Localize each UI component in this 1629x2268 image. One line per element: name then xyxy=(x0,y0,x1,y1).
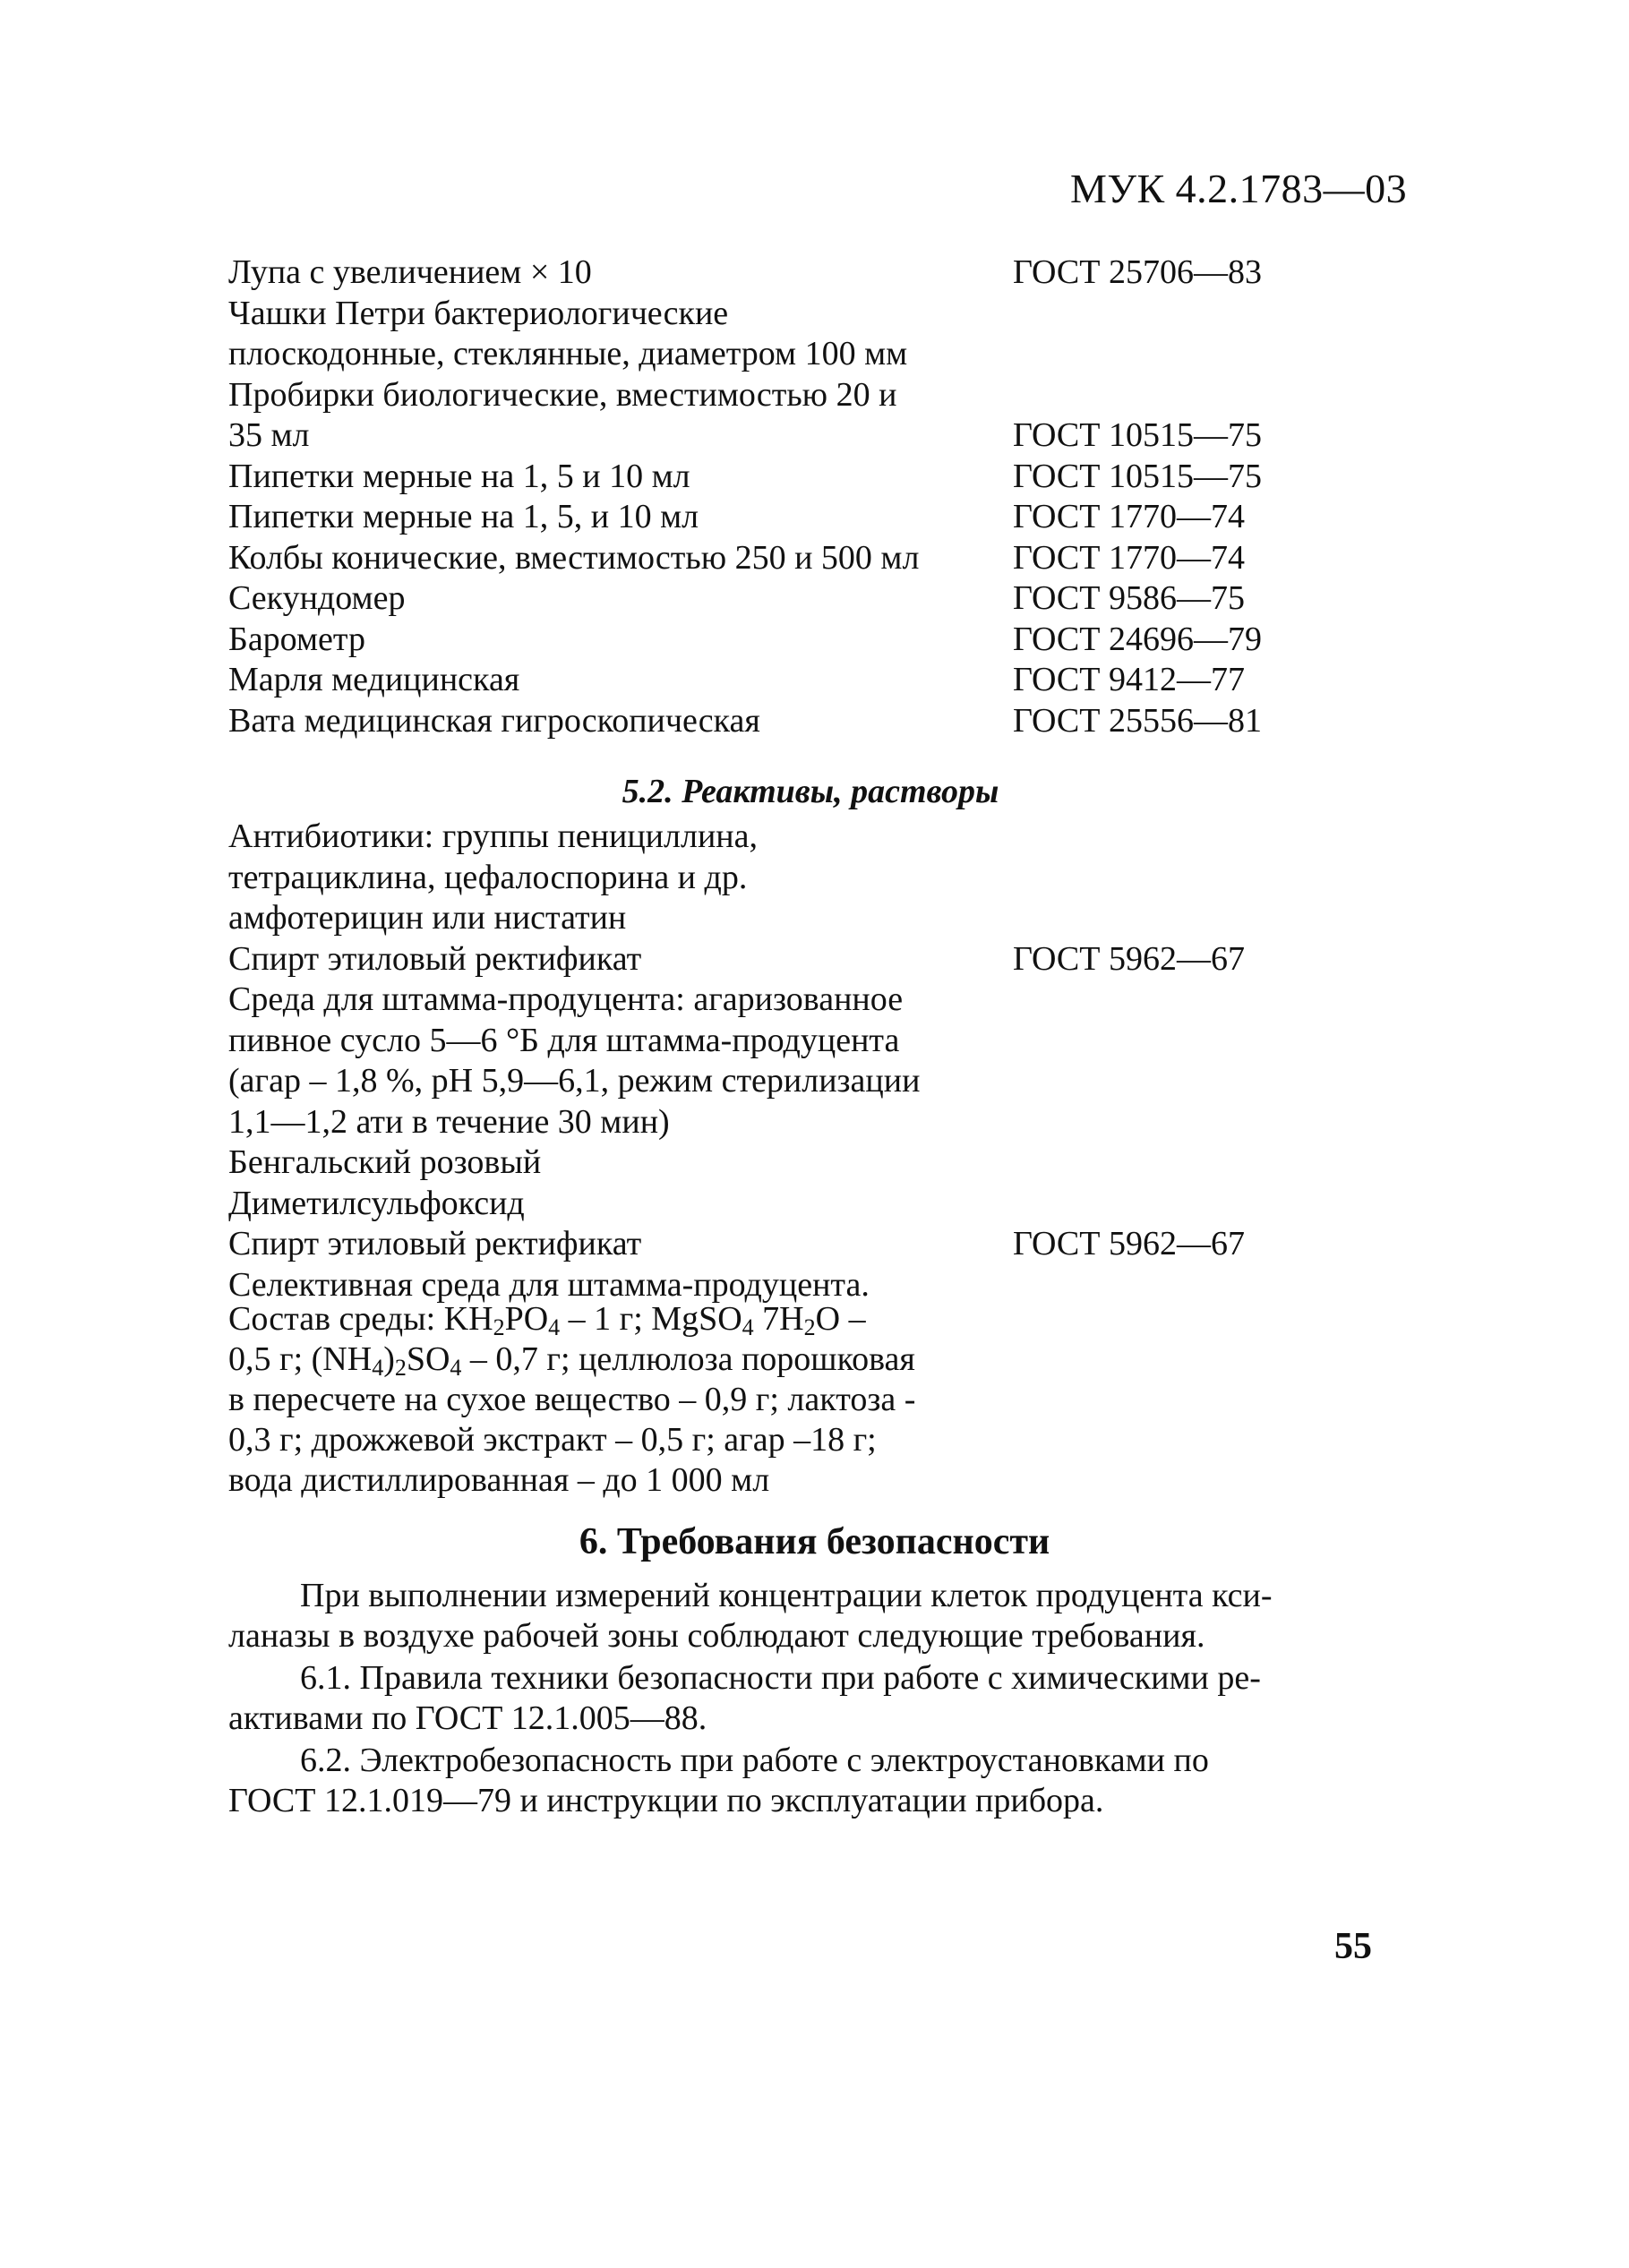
equipment-item-gost: ГОСТ 24696—79 xyxy=(1013,620,1262,658)
safety-heading: 6. Требования безопасности xyxy=(579,1521,1050,1562)
composition-line-5: вода дистиллированная – до 1 000 мл xyxy=(228,1461,770,1499)
reagents-heading: 5.2. Реактивы, растворы xyxy=(622,773,999,810)
reagents-item-name: Селективная среда для штамма-продуцента. xyxy=(228,1265,870,1304)
safety-6-2-line-1: 6.2. Электробезопасность при работе с электроустановками по xyxy=(300,1742,1209,1779)
equipment-item-gost: ГОСТ 1770—74 xyxy=(1013,538,1245,577)
equipment-item-name: Вата медицинская гигроскопическая xyxy=(228,701,760,740)
reagents-row xyxy=(228,1102,1393,1143)
equipment-row xyxy=(228,457,1393,498)
document-code: МУК 4.2.1783—03 xyxy=(1070,166,1408,211)
equipment-item-gost: ГОСТ 10515—75 xyxy=(1013,457,1262,495)
reagents-item-name: Спирт этиловый ректификат xyxy=(228,939,642,978)
reagents-item-name: Антибиотики: группы пенициллина, xyxy=(228,817,758,855)
equipment-item-name: Барометр xyxy=(228,620,365,658)
safety-6-2-line-2: ГОСТ 12.1.019—79 и инструкции по эксплуатации прибора. xyxy=(228,1782,1104,1819)
reagents-item-name: 1,1—1,2 ати в течение 30 мин) xyxy=(228,1102,670,1141)
equipment-item-name: Чашки Петри бактериологические xyxy=(228,294,729,332)
reagents-row xyxy=(228,858,1393,899)
reagents-row xyxy=(228,980,1393,1021)
equipment-row xyxy=(228,415,1393,457)
equipment-row xyxy=(228,334,1393,375)
composition-line-1: Состав среды: $KH_2PO_4 - 1$ г; MgSO$_4$ $7H_2O$ – xyxy=(228,1300,866,1340)
reagents-item-gost: ГОСТ 5962—67 xyxy=(1013,939,1245,978)
reagents-row xyxy=(228,898,1393,939)
reagents-row xyxy=(228,1143,1393,1184)
equipment-item-name: Лупа с увеличением × 10 xyxy=(228,253,592,291)
reagents-item-name: Спирт этиловый ректификат xyxy=(228,1225,642,1262)
equipment-item-gost: ГОСТ 9412—77 xyxy=(1013,661,1245,698)
equipment-item-name: 35 мл xyxy=(228,416,310,454)
reagents-row xyxy=(228,939,1393,980)
reagents-row xyxy=(228,1184,1393,1225)
equipment-item-gost: ГОСТ 10515—75 xyxy=(1013,416,1262,454)
safety-item-6-1 xyxy=(228,1658,1373,1739)
safety-intro-line-2: ланазы в воздухе рабочей зоны соблюдают следующие требования. xyxy=(228,1617,1205,1655)
reagents-item-name: Бенгальский розовый xyxy=(228,1143,542,1181)
safety-intro-line-1: При выполнении измерений концентрации клеток продуцента кси- xyxy=(300,1577,1273,1614)
equipment-item-name: Пипетки мерные на 1, 5, и 10 мл xyxy=(228,498,699,535)
reagents-item-name: амфотерицин или нистатин xyxy=(228,899,627,937)
equipment-row xyxy=(228,620,1393,661)
safety-6-1-line-1: 6.1. Правила техники безопасности при работе с химическими ре- xyxy=(300,1659,1261,1697)
equipment-item-name: Марля медицинская xyxy=(228,661,520,698)
reagents-row xyxy=(228,1021,1393,1062)
page-number: 55 xyxy=(1334,1926,1372,1967)
composition-line-3: в пересчете на сухое вещество – 0,9 г; лактоза - xyxy=(228,1381,916,1418)
reagents-row xyxy=(228,1061,1393,1102)
reagents-item-name: Среда для штамма-продуцента: агаризованное xyxy=(228,980,904,1018)
reagents-item-name: пивное сусло 5—6 °Б для штамма-продуцента xyxy=(228,1021,900,1059)
reagents-row xyxy=(228,1224,1393,1265)
equipment-row xyxy=(228,252,1393,294)
equipment-item-name: Пробирки биологические, вместимостью 20 и xyxy=(228,375,897,414)
composition-line-2: 0,5 г; $(NH_4)_2SO_4 - 0,7$ г; целлюлоза порошковая xyxy=(228,1340,915,1381)
reagents-row xyxy=(228,817,1393,858)
reagents-item-name: (агар – 1,8 %, pH 5,9—6,1, режим стерилизации xyxy=(228,1062,921,1100)
equipment-item-name: Пипетки мерные на 1, 5 и 10 мл xyxy=(228,457,690,495)
equipment-item-gost: ГОСТ 1770—74 xyxy=(1013,498,1245,535)
equipment-item-name: Колбы конические, вместимостью 250 и 500 мл xyxy=(228,538,920,577)
safety-item-6-2 xyxy=(228,1741,1373,1821)
equipment-row xyxy=(228,497,1393,538)
equipment-item-name: плоскодонные, стеклянные, диаметром 100 мм xyxy=(228,335,908,372)
composition-block xyxy=(228,1299,1373,1501)
safety-intro xyxy=(228,1576,1373,1656)
equipment-item-gost: ГОСТ 9586—75 xyxy=(1013,579,1245,617)
reagents-item-gost: ГОСТ 5962—67 xyxy=(1013,1225,1245,1262)
composition-line-4: 0,3 г; дрожжевой экстракт – 0,5 г; агар –18 г; xyxy=(228,1421,877,1459)
equipment-list xyxy=(228,252,1393,741)
equipment-row xyxy=(228,375,1393,416)
equipment-row xyxy=(228,660,1393,701)
equipment-item-name: Секундомер xyxy=(228,579,406,617)
safety-6-1-line-2: активами по ГОСТ 12.1.005—88. xyxy=(228,1699,707,1737)
equipment-row xyxy=(228,701,1393,742)
reagents-item-name: Диметилсульфоксид xyxy=(228,1184,525,1222)
equipment-item-gost: ГОСТ 25556—81 xyxy=(1013,701,1262,740)
equipment-row xyxy=(228,538,1393,579)
equipment-item-gost: ГОСТ 25706—83 xyxy=(1013,253,1262,291)
equipment-row xyxy=(228,578,1393,620)
reagents-list xyxy=(228,817,1393,1305)
equipment-row xyxy=(228,294,1393,335)
reagents-item-name: тетрациклина, цефалоспорина и др. xyxy=(228,858,748,896)
